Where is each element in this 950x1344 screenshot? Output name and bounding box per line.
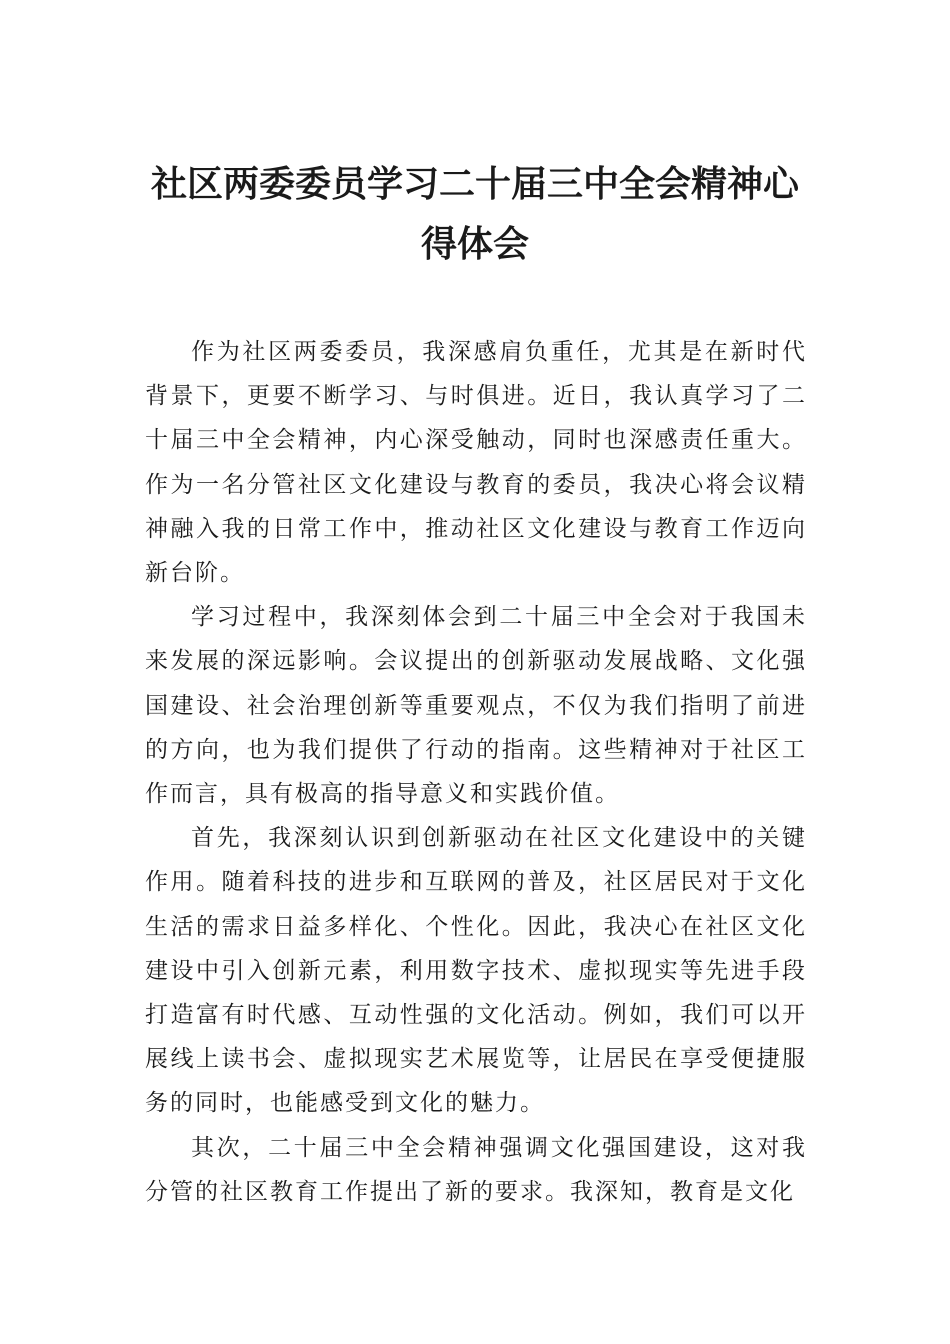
document-title-line-1: 社区两委委员学习二十届三中全会精神心 bbox=[150, 163, 799, 205]
paragraph-2: 学习过程中，我深刻体会到二十届三中全会对于我国未来发展的深远影响。会议提出的创新驱动发展战略、文化强国建设、社会治理创新等重要观点，不仅为我们指明了前进的方向，也为我们提供了行动的指南。这些精神对于社区工作而言，具有极高的指导意义和实践价值。 bbox=[145, 604, 807, 808]
document-title-line-2: 得体会 bbox=[420, 223, 529, 265]
paragraph-4: 其次，二十届三中全会精神强调文化强国建设，这对我分管的社区教育工作提出了新的要求。我深知，教育是文化 bbox=[145, 1134, 807, 1205]
paragraph-3: 首先，我深刻认识到创新驱动在社区文化建设中的关键作用。随着科技的进步和互联网的普及，社区居民对于文化生活的需求日益多样化、个性化。因此，我决心在社区文化建设中引入创新元素，利用数字技术、虚拟现实等先进手段打造富有时代感、互动性强的文化活动。例如，我们可以开展线上读书会、虚拟现实艺术展览等，让居民在享受便捷服务的同时，也能感受到文化的魅力。 bbox=[145, 825, 807, 1117]
document-body bbox=[145, 330, 807, 1214]
paragraph-1: 作为社区两委委员，我深感肩负重任，尤其是在新时代背景下，更要不断学习、与时俱进。近日，我认真学习了二十届三中全会精神，内心深受触动，同时也深感责任重大。作为一名分管社区文化建设与教育的委员，我决心将会议精神融入我的日常工作中，推动社区文化建设与教育工作迈向新台阶。 bbox=[145, 339, 807, 587]
